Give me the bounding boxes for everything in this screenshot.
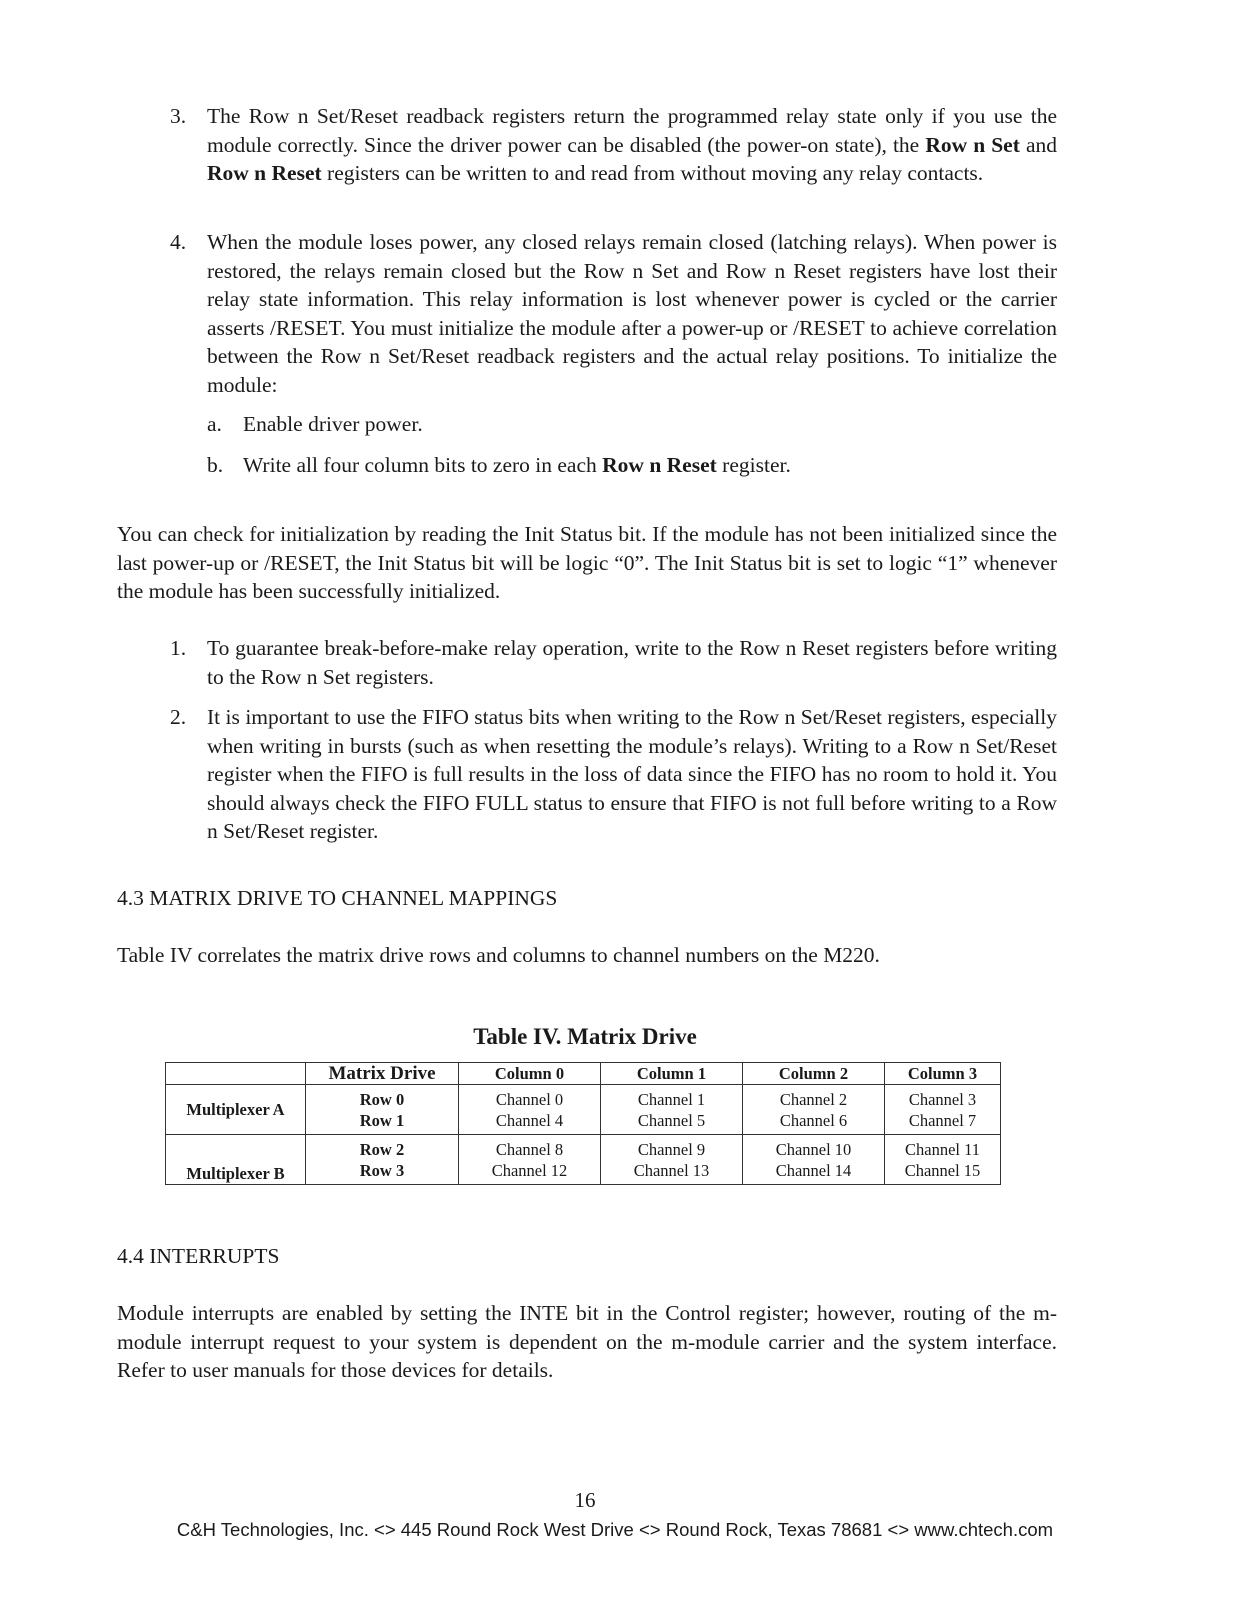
table-header-cell: Column 1 [601, 1063, 743, 1085]
table-cell [885, 1085, 1001, 1135]
channel-label: Channel 2 [779, 1089, 848, 1109]
text-run: register. [716, 453, 791, 477]
list-number: 3. [170, 104, 187, 128]
section-4-4-text: Module interrupts are enabled by setting the INTE bit in the Control register; however, routing of the m-module interrupt request to your system is dependent on the m-module carrier and the system interface. Refer to user manuals for those devices for details. [117, 1301, 1057, 1382]
table-cell [459, 1135, 601, 1185]
channel-label: Channel 10 [775, 1139, 852, 1159]
sublist-letter: a. [207, 412, 222, 436]
text-run: registers can be written to and read from without moving any relay contacts. [321, 161, 984, 185]
channel-label: Channel 15 [904, 1160, 981, 1180]
row-label: Row 1 [359, 1110, 405, 1130]
bold-term: Row n Reset [602, 453, 717, 477]
sublist-letter: b. [207, 453, 224, 477]
table-cell [601, 1085, 743, 1135]
channel-label: Channel 7 [908, 1110, 977, 1130]
table-header-cell: Matrix Drive [306, 1063, 459, 1085]
text-run: and [1019, 132, 1058, 157]
section-heading-4-3: 4.3 MATRIX DRIVE TO CHANNEL MAPPINGS [117, 886, 558, 910]
list-item-3 [207, 102, 1057, 188]
table-cell [743, 1085, 885, 1135]
company-footer: C&H Technologies, Inc. <> 445 Round Rock West Drive <> Round Rock, Texas 78681 <> www.chtech.com [176, 1519, 1054, 1540]
list-number: 4. [170, 230, 187, 254]
init-status-paragraph: You can check for initialization by reading the Init Status bit. If the module has not been initialized since the last power-up or /RESET, the Init Status bit will be logic “0”. The Init Status bit is set to logic “1” whenever the module has been successfully initialized. [117, 522, 1057, 603]
row-label-cell [306, 1085, 459, 1135]
channel-label: Channel 1 [637, 1089, 706, 1109]
multiplexer-label: Multiplexer A [166, 1085, 306, 1135]
table-header-cell: Column 3 [885, 1063, 1001, 1085]
channel-label: Channel 14 [775, 1160, 852, 1180]
table-header-cell: Column 0 [459, 1063, 601, 1085]
row-label: Row 2 [359, 1139, 405, 1159]
table-header-cell: Column 2 [743, 1063, 885, 1085]
list-item-2: It is important to use the FIFO status bits when writing to the Row n Set/Reset registers, especially when writing in bursts (such as when resetting the module’s relays). Writing to a Row n Set/Reset register when the FIFO is full results in the loss of data since the FIFO has no room to hold it. You should always check the FIFO FULL status to ensure that FIFO is not full before writing to a Row n Set/Reset register. [207, 705, 1057, 843]
list-number: 2. [170, 705, 187, 729]
bold-term: Row n Reset [207, 161, 322, 185]
channel-label: Channel 8 [495, 1139, 564, 1159]
channel-label: Channel 0 [495, 1089, 564, 1109]
text-run: Write all four column bits to zero in each [243, 453, 603, 477]
text-run: The Row n Set/Reset readback registers return the programmed relay state only if you use the module correctly. Since the driver power can be disabled (the power-on state), the [207, 104, 1057, 157]
channel-label: Channel 12 [491, 1160, 568, 1180]
list-number: 1. [170, 636, 187, 660]
table-header-row [166, 1063, 1001, 1085]
table-cell [885, 1135, 1001, 1185]
section-heading-4-4: 4.4 INTERRUPTS [117, 1244, 280, 1268]
row-label: Row 3 [359, 1160, 405, 1180]
table-cell [743, 1135, 885, 1185]
sublist-item-a: Enable driver power. [243, 412, 423, 436]
table-cell [601, 1135, 743, 1185]
table-cell [459, 1085, 601, 1135]
channel-label: Channel 13 [633, 1160, 710, 1180]
section-4-3-text: Table IV correlates the matrix drive rows and columns to channel numbers on the M220. [117, 943, 880, 967]
channel-label: Channel 4 [495, 1110, 564, 1130]
list-item-1: To guarantee break-before-make relay operation, write to the Row n Reset registers before writing to the Row n Set registers. [207, 636, 1057, 689]
channel-label: Channel 9 [637, 1139, 706, 1159]
table-row [166, 1135, 1001, 1185]
multiplexer-label: Multiplexer B [166, 1135, 306, 1185]
bold-term: Row n Set [925, 132, 1020, 157]
list-item-4: When the module loses power, any closed relays remain closed (latching relays). When power is restored, the relays remain closed but the Row n Set and Row n Reset registers have lost their relay state information. This relay information is lost whenever power is cycled or the carrier asserts /RESET. You must initialize the module after a power-up or /RESET to achieve correlation between the Row n Set/Reset readback registers and the actual relay positions. To initialize the module: [207, 230, 1057, 397]
table-corner-cell [166, 1063, 306, 1085]
sublist-item-b [243, 451, 1063, 480]
row-label-cell [306, 1135, 459, 1185]
table-row [166, 1085, 1001, 1135]
channel-label: Channel 3 [908, 1089, 977, 1109]
table-caption: Table IV. Matrix Drive [473, 1024, 697, 1049]
page-number: 16 [574, 1488, 596, 1512]
row-label: Row 0 [359, 1089, 405, 1109]
channel-label: Channel 6 [779, 1110, 848, 1130]
matrix-drive-table [165, 1062, 1001, 1185]
channel-label: Channel 11 [905, 1139, 980, 1159]
channel-label: Channel 5 [637, 1110, 706, 1130]
